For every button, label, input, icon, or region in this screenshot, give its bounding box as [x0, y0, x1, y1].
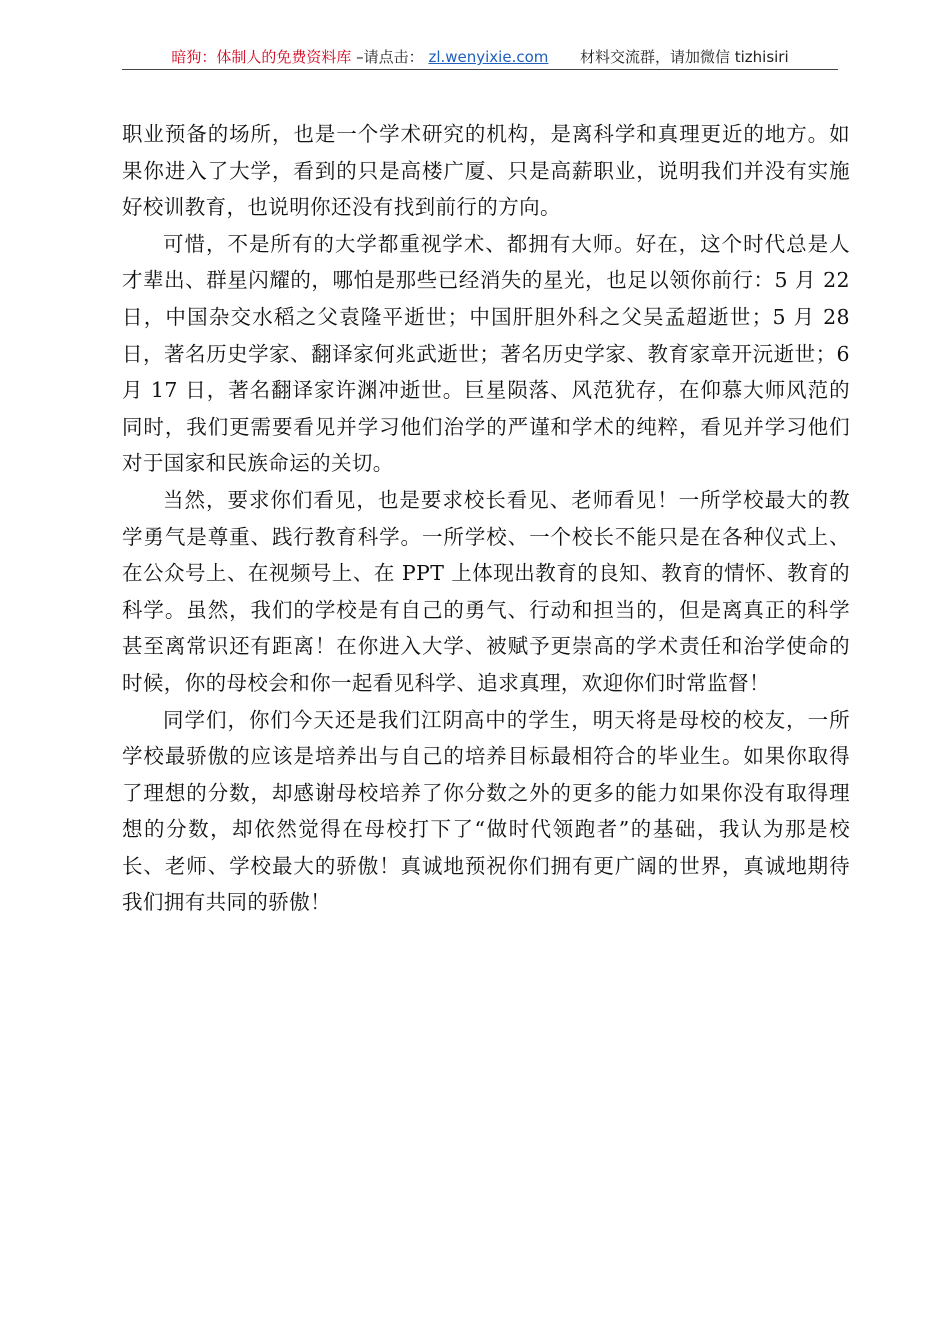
paragraph-2: 可惜，不是所有的大学都重视学术、都拥有大师。好在，这个时代总是人才辈出、群星闪耀的，哪怕是那些已经消失的星光，也足以领你前行：5 月 22 日，中国杂交水稻之父袁隆平逝世；中国肝胆外科之父吴孟超逝世；5 月 28 日，著名历史学家、翻译家何兆武逝世；著名历史学家、教育家章开沅逝世；6 月 17 日，著名翻译家许渊冲逝世。巨星陨落、风范犹存，在仰慕大师风范的同时，我们更需要看见并学习他们治学的严谨和学术的纯粹，看见并学习他们对于国家和民族命运的关切。	[122, 231, 850, 476]
header-wechat-note: 材料交流群，请加微信 tizhisiri	[579, 48, 789, 66]
header-link[interactable]: zl.wenyixie.com	[428, 48, 549, 66]
paragraph-3: 当然，要求你们看见，也是要求校长看见、老师看见！一所学校最大的教学勇气是尊重、践行教育科学。一所学校、一个校长不能只是在各种仪式上、在公众号上、在视频号上、在 PPT 上体现出教育的良知、教育的情怀、教育的科学。虽然，我们的学校是有自己的勇气、行动和担当的，但是离真正的科学甚至离常识还有距离！在你进入大学、被赋予更崇高的学术责任和治学使命的时候，你的母校会和你一起看见科学、追求真理，欢迎你们时常监督！	[122, 487, 850, 695]
header-brand: 暗狗：体制人的免费资料库	[171, 48, 352, 66]
header-divider	[122, 69, 838, 70]
document-body	[122, 116, 850, 921]
paragraph-4: 同学们，你们今天还是我们江阴高中的学生，明天将是母校的校友，一所学校最骄傲的应该是培养出与自己的培养目标最相符合的毕业生。如果你取得了理想的分数，却感谢母校培养了你分数之外的更多的能力如果你没有取得理想的分数，却依然觉得在母校打下了“做时代领跑者”的基础，我认为那是校长、老师、学校最大的骄傲！真诚地预祝你们拥有更广阔的世界，真诚地期待我们拥有共同的骄傲！	[122, 707, 850, 915]
page-header	[122, 46, 838, 68]
paragraph-1: 职业预备的场所，也是一个学术研究的机构，是离科学和真理更近的地方。如果你进入了大学，看到的只是高楼广厦、只是高薪职业，说明我们并没有实施好校训教育，也说明你还没有找到前行的方向。	[122, 122, 850, 220]
header-prompt: –请点击：	[356, 48, 424, 66]
